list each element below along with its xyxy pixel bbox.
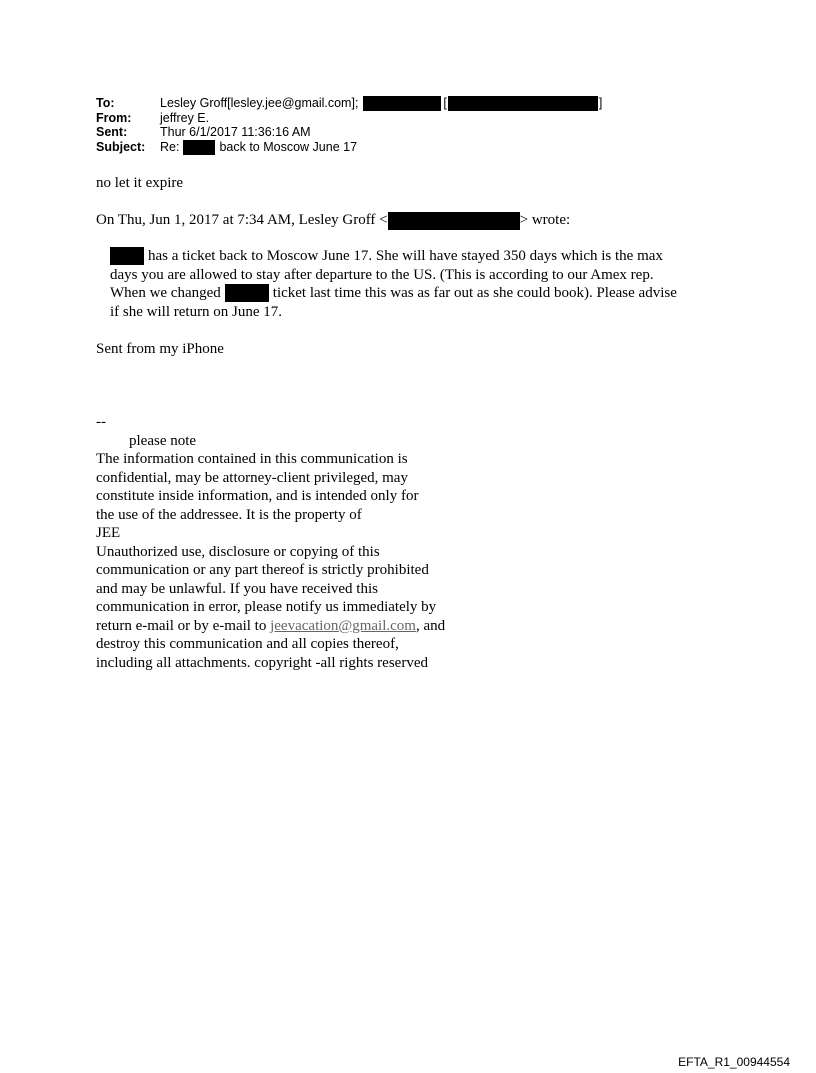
to-bracket-open: [ <box>443 96 447 110</box>
quote-line <box>110 303 677 322</box>
signature-line: communication in error, please notify us immediately by <box>96 599 437 615</box>
quote-line-text: days you are allowed to stay after departure to the US. (This is according to our Amex rep. <box>110 266 654 283</box>
signature-line: destroy this communication and all copies thereof, <box>96 636 399 652</box>
signature-text: , and <box>415 617 446 634</box>
signature-line: JEE <box>96 525 121 541</box>
redaction-box <box>183 140 215 155</box>
to-bracket-close: ] <box>598 96 603 110</box>
quote-line-text: When we changed <box>110 285 221 301</box>
signature-line: including all attachments. copyright -all rights reserved <box>96 654 428 671</box>
signature-note: please note <box>129 432 197 449</box>
signature-line: The information contained in this communication is <box>96 451 408 467</box>
quote-intro-start: On Thu, Jun 1, 2017 at 7:34 AM, Lesley Groff < <box>96 212 388 228</box>
signature-line: constitute inside information, and is intended only for <box>96 488 419 504</box>
quote-line-text: has a ticket back to Moscow June 17. She will have stayed 350 days which is the max <box>148 248 663 264</box>
quote-intro <box>96 211 570 230</box>
email-header <box>96 96 602 154</box>
signature-line: communication or any part thereof is strictly prohibited <box>96 562 429 578</box>
signature-line: Unauthorized use, disclosure or copying of this <box>96 543 380 560</box>
sent-row <box>96 125 602 140</box>
redaction-box <box>225 284 269 302</box>
from-value: jeffrey E. <box>160 110 210 125</box>
subject-suffix: back to Moscow June 17 <box>219 139 358 154</box>
reply-text: no let it expire <box>96 175 184 191</box>
signature-line: the use of the addressee. It is the property of <box>96 506 362 523</box>
sent-label: Sent: <box>96 125 128 140</box>
quote-line <box>110 266 677 285</box>
to-row <box>96 96 602 111</box>
sent-value: Thur 6/1/2017 11:36:16 AM <box>160 125 311 140</box>
from-row <box>96 111 602 126</box>
quote-line-text: if she will return on June 17. <box>110 303 283 320</box>
to-value <box>160 96 602 111</box>
signature-line <box>96 617 445 636</box>
quote-line-text: ticket last time this was as far out as she could book). Please advise <box>272 285 677 301</box>
document-id: EFTA_R1_00944554 <box>678 1055 790 1069</box>
email-signature <box>96 413 445 672</box>
signature-line: confidential, may be attorney-client privileged, may <box>96 469 408 486</box>
to-recipient: Lesley Groff[lesley.jee@gmail.com]; <box>160 96 359 110</box>
redaction-box <box>110 247 144 265</box>
quoted-message <box>110 247 677 321</box>
signature-text: return e-mail or by e-mail to <box>96 617 267 634</box>
from-label: From: <box>96 110 132 125</box>
subject-row <box>96 140 602 155</box>
to-label: To: <box>96 96 115 110</box>
quote-line <box>110 284 677 303</box>
signature-line: and may be unlawful. If you have received this <box>96 580 378 597</box>
email-link[interactable]: jeevacation@gmail.com <box>270 617 416 634</box>
subject-value <box>160 140 357 155</box>
quote-line <box>110 247 677 266</box>
redaction-box <box>388 212 520 230</box>
signature-dashes: -- <box>96 414 106 430</box>
quote-intro-end: > wrote: <box>519 212 571 228</box>
redaction-box <box>363 96 441 111</box>
sent-from-text: Sent from my iPhone <box>96 341 224 357</box>
redaction-box <box>448 96 598 111</box>
subject-prefix: Re: <box>160 139 180 154</box>
subject-label: Subject: <box>96 139 146 154</box>
